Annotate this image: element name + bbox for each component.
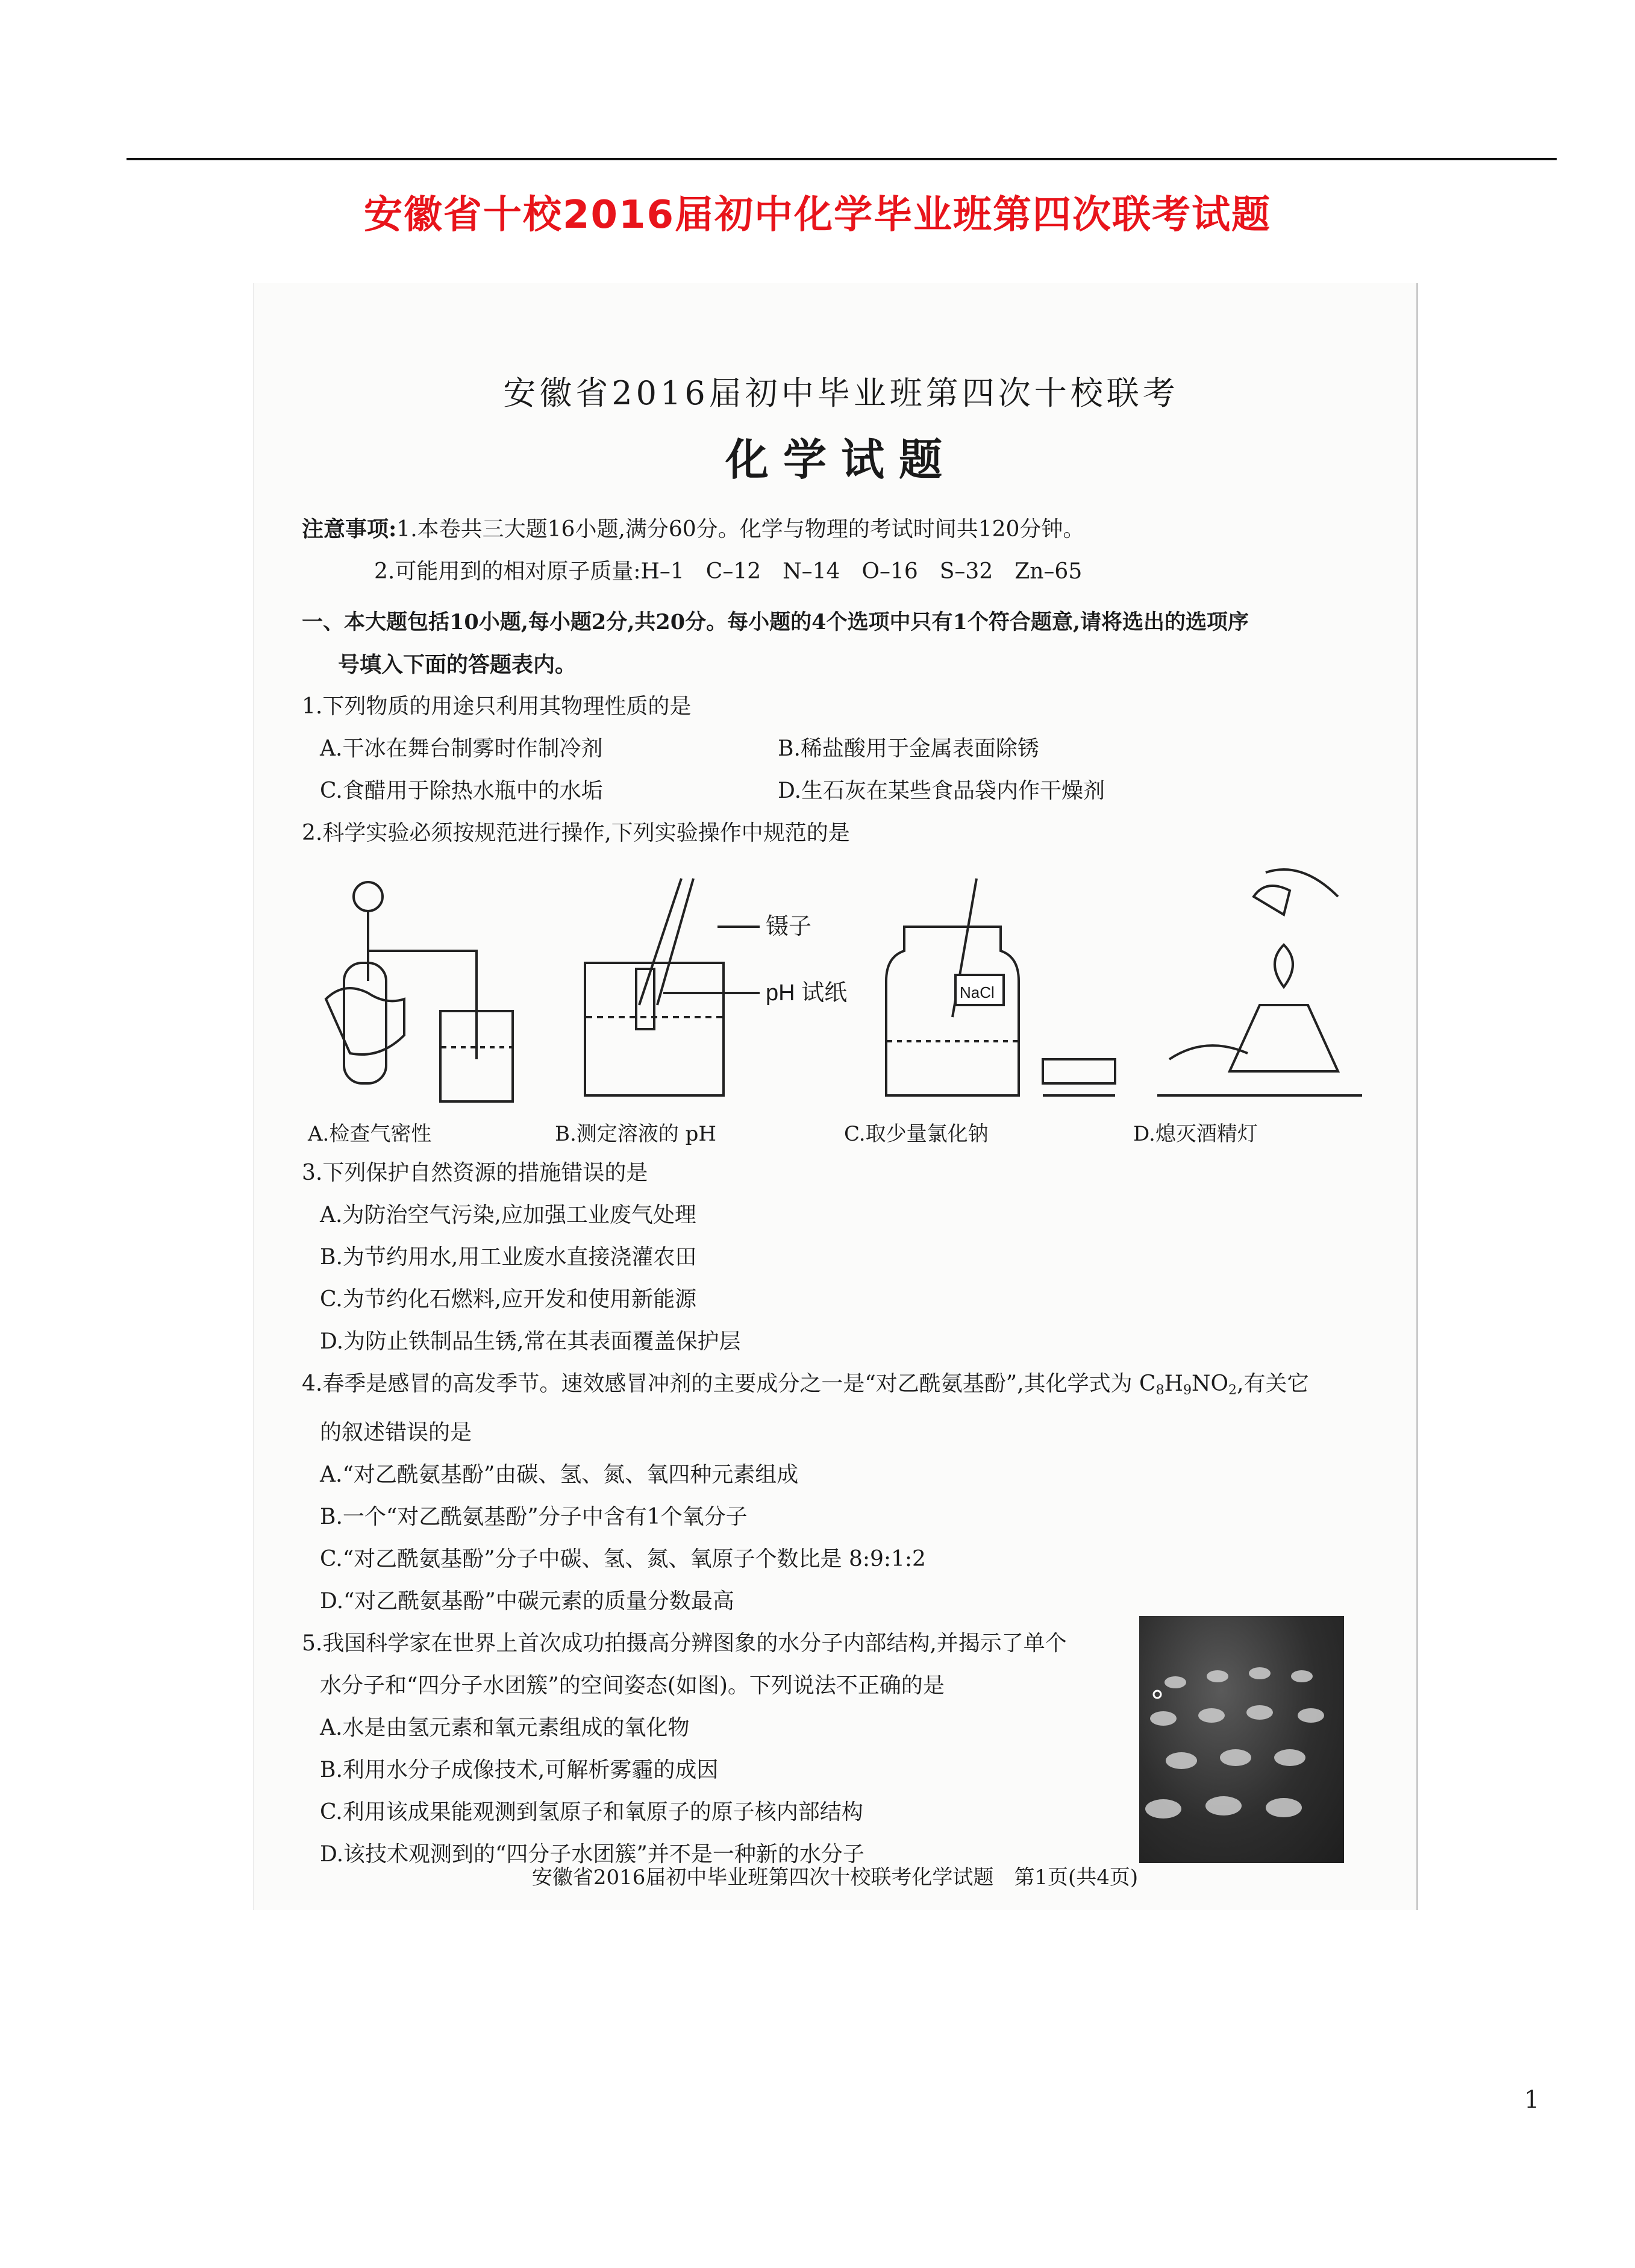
q2-option-a: A.检查气密性 [308,1122,432,1146]
q3-option-d: D.为防止铁制品生锈,常在其表面覆盖保护层 [320,1329,741,1354]
section1-line-1: 一、本大题包括10小题,每小题2分,共20分。每小题的4个选项中只有1个符合题意,请将选出的选项序 [302,610,1249,634]
label-ph-paper: pH 试纸 [766,980,848,1006]
q1-options-row2 [302,770,1380,812]
q5-option-b: B.利用水分子成像技术,可解析雾霾的成因 [320,1758,719,1782]
figure-a-airtightness-check [326,882,513,1101]
exam-header: 安徽省2016届初中毕业班第四次十校联考 [503,374,1179,412]
exam-footer: 安徽省2016届初中毕业班第四次十校联考化学试题 第1页(共4页) [531,1865,1139,1890]
notes-line-1 [302,508,1380,551]
q5-stem-1: 5.我国科学家在世界上首次成功拍摄高分辨图象的水分子内部结构,并揭示了单个 [302,1631,1067,1656]
q4-option-d: D.“对乙酰氨基酚”中碳元素的质量分数最高 [320,1589,734,1614]
note-1: 1.本卷共三大题16小题,满分60分。化学与物理的考试时间共120分钟。 [396,517,1085,542]
q2-stem: 2.科学实验必须按规范进行操作,下列实验操作中规范的是 [302,821,850,845]
q4-stem-text: 4.春季是感冒的高发季节。速效感冒冲剂的主要成分之一是“对乙酰氨基酚”,其化学式为 C [302,1371,1156,1396]
q1-option-b: B.稀盐酸用于金属表面除锈 [778,736,1039,761]
note-2: 2.可能用到的相对原子质量:H–1 C–12 N–14 O–16 S–32 Zn–65 [374,559,1083,584]
q5-stem-2: 水分子和“四分子水团簇”的空间姿态(如图)。下列说法不正确的是 [320,1673,945,1698]
label-tweezers: 镊子 [766,914,812,939]
q1-option-d: D.生石灰在某些食品袋内作干燥剂 [778,778,1105,803]
top-rule [127,158,1557,160]
q1-options-row1 [302,728,1380,770]
q2-option-d: D.熄灭酒精灯 [1133,1122,1258,1146]
q4-stem-2: 的叙述错误的是 [320,1420,472,1445]
q2-figures [302,860,1380,1114]
q2-option-c: C.取少量氯化钠 [844,1122,989,1146]
notes-label: 注意事项: [302,516,397,542]
label-nacl: NaCl [960,983,995,1001]
water-molecule-photo [1139,1616,1344,1863]
q1-option-c: C.食醋用于除热水瓶中的水垢 [320,778,603,803]
section1-line-2: 号填入下面的答题表内。 [338,652,577,677]
figure-d-extinguish-lamp [1157,869,1362,1095]
q2-figures-svg [302,860,1380,1114]
q4-option-c: C.“对乙酰氨基酚”分子中碳、氢、氮、氧原子个数比是 8:9:1:2 [320,1547,926,1571]
water-molecule-photo-svg [1139,1616,1344,1863]
figure-b-ph-test [585,879,760,1095]
q2-option-b: B.测定溶液的 pH [555,1122,717,1146]
q5-option-a: A.水是由氢元素和氧元素组成的氧化物 [320,1715,690,1740]
page-number: 1 [1524,2086,1540,2114]
exam-subject: 化学试题 [725,434,957,485]
q3-stem: 3.下列保护自然资源的措施错误的是 [302,1161,648,1185]
q4-stem-tail: ,有关它 [1237,1371,1309,1396]
q4-stem [302,1363,1380,1412]
q4-sub-8: 8 [1155,1383,1165,1398]
q3-option-b: B.为节约用水,用工业废水直接浇灌农田 [320,1245,697,1270]
q4-option-a: A.“对乙酰氨基酚”由碳、氢、氮、氧四种元素组成 [320,1462,799,1487]
q1-option-a: A.干冰在舞台制雾时作制冷剂 [320,736,603,761]
q4-sub-9: 9 [1183,1383,1192,1398]
scanned-exam-page [253,283,1418,1910]
q5-option-c: C.利用该成果能观测到氢原子和氧原子的原子核内部结构 [320,1800,863,1825]
q1-stem: 1.下列物质的用途只利用其物理性质的是 [302,694,692,719]
q4-h: H [1164,1371,1183,1396]
q4-option-b: B.一个“对乙酰氨基酚”分子中含有1个氧分子 [320,1505,748,1529]
figure-c-take-nacl [886,879,1115,1095]
q3-option-a: A.为防治空气污染,应加强工业废气处理 [320,1203,696,1227]
q3-option-c: C.为节约化石燃料,应开发和使用新能源 [320,1287,697,1312]
q5-option-d: D.该技术观测到的“四分子水团簇”并不是一种新的水分子 [320,1842,864,1867]
q2-captions [302,1116,1380,1152]
document-title: 安徽省十校2016届初中化学毕业班第四次联考试题 [363,193,1272,237]
q4-no: NO [1192,1371,1229,1396]
q4-sub-2: 2 [1228,1383,1237,1398]
